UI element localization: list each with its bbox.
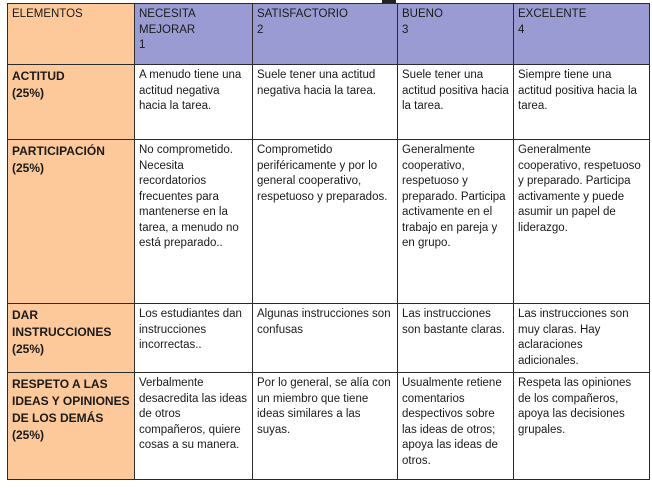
header-elements: ELEMENTOS — [8, 4, 135, 65]
descriptor-cell: No comprometido. Necesita recordatorios frecuentes para mantenerse en la tarea, a menudo no está preparado.. — [135, 140, 253, 304]
descriptor-cell: Siempre tiene una actitud positiva hacia la tarea. — [514, 65, 650, 140]
header-row — [8, 4, 650, 65]
descriptor-cell: Respeta las opiniones de los compañeros, apoya las decisiones grupales. — [514, 373, 650, 480]
criterion-cell — [8, 304, 135, 373]
header-level-1 — [135, 4, 253, 65]
level-score: 1 — [139, 39, 146, 51]
criterion-weight: (25%) — [12, 161, 45, 175]
descriptor-cell: Algunas instrucciones son confusas — [253, 304, 398, 373]
header-level-2 — [253, 4, 398, 65]
criterion-name: RESPETO A LAS IDEAS Y OPINIONES DE LOS DEMÁS — [12, 377, 130, 425]
level-score: 2 — [257, 23, 264, 36]
table-row — [8, 304, 650, 373]
criterion-weight: (25%) — [12, 428, 45, 442]
descriptor-cell: Suele tener una actitud negativa hacia la tarea. — [253, 65, 398, 140]
criterion-cell — [8, 373, 135, 480]
descriptor-cell: Los estudiantes dan instrucciones incorrectas.. — [135, 304, 253, 373]
criterion-cell — [8, 65, 135, 140]
table-row — [8, 373, 650, 480]
descriptor-cell: Usualmente retiene comentarios despectivos sobre las ideas de otros; apoya las ideas de otros. — [398, 373, 514, 480]
header-level-3 — [398, 4, 514, 65]
descriptor-cell: Generalmente cooperativo, respetuoso y preparado. Participa activamente y puede asumir un papel de liderazgo. — [514, 140, 650, 304]
level-name: NECESITA MEJORAR — [139, 8, 196, 36]
level-name: BUENO — [402, 8, 443, 20]
criterion-name: PARTICIPACIÓN — [12, 144, 105, 158]
level-name: EXCELENTE — [518, 8, 587, 20]
criterion-name: ACTITUD — [12, 69, 65, 83]
descriptor-cell: Las instrucciones son bastante claras. — [398, 304, 514, 373]
descriptor-cell: Comprometido periféricamente y por lo general cooperativo, respetuoso y preparados. — [253, 140, 398, 304]
criterion-weight: (25%) — [12, 342, 45, 356]
descriptor-cell: Generalmente cooperativo, respetuoso y preparado. Participa activamente en el trabajo en pareja y en grupo. — [398, 140, 514, 304]
table-row — [8, 140, 650, 304]
criterion-name: DAR INSTRUCCIONES — [12, 308, 112, 339]
level-score: 4 — [518, 23, 525, 36]
header-level-4 — [514, 4, 650, 65]
level-score: 3 — [402, 23, 409, 36]
table-row — [8, 65, 650, 140]
criterion-cell — [8, 140, 135, 304]
descriptor-cell: Suele tener una actitud positiva hacia la tarea. — [398, 65, 514, 140]
descriptor-cell: Verbalmente desacredita las ideas de otros compañeros, quiere cosas a su manera. — [135, 373, 253, 480]
descriptor-cell: Por lo general, se alía con un miembro que tiene ideas similares a las suyas. — [253, 373, 398, 480]
criterion-weight: (25%) — [12, 86, 45, 100]
descriptor-cell: A menudo tiene una actitud negativa hacia la tarea. — [135, 65, 253, 140]
descriptor-cell: Las instrucciones son muy claras. Hay aclaraciones adicionales. — [514, 304, 650, 373]
rubric-table — [7, 3, 650, 480]
level-name: SATISFACTORIO — [257, 8, 348, 20]
